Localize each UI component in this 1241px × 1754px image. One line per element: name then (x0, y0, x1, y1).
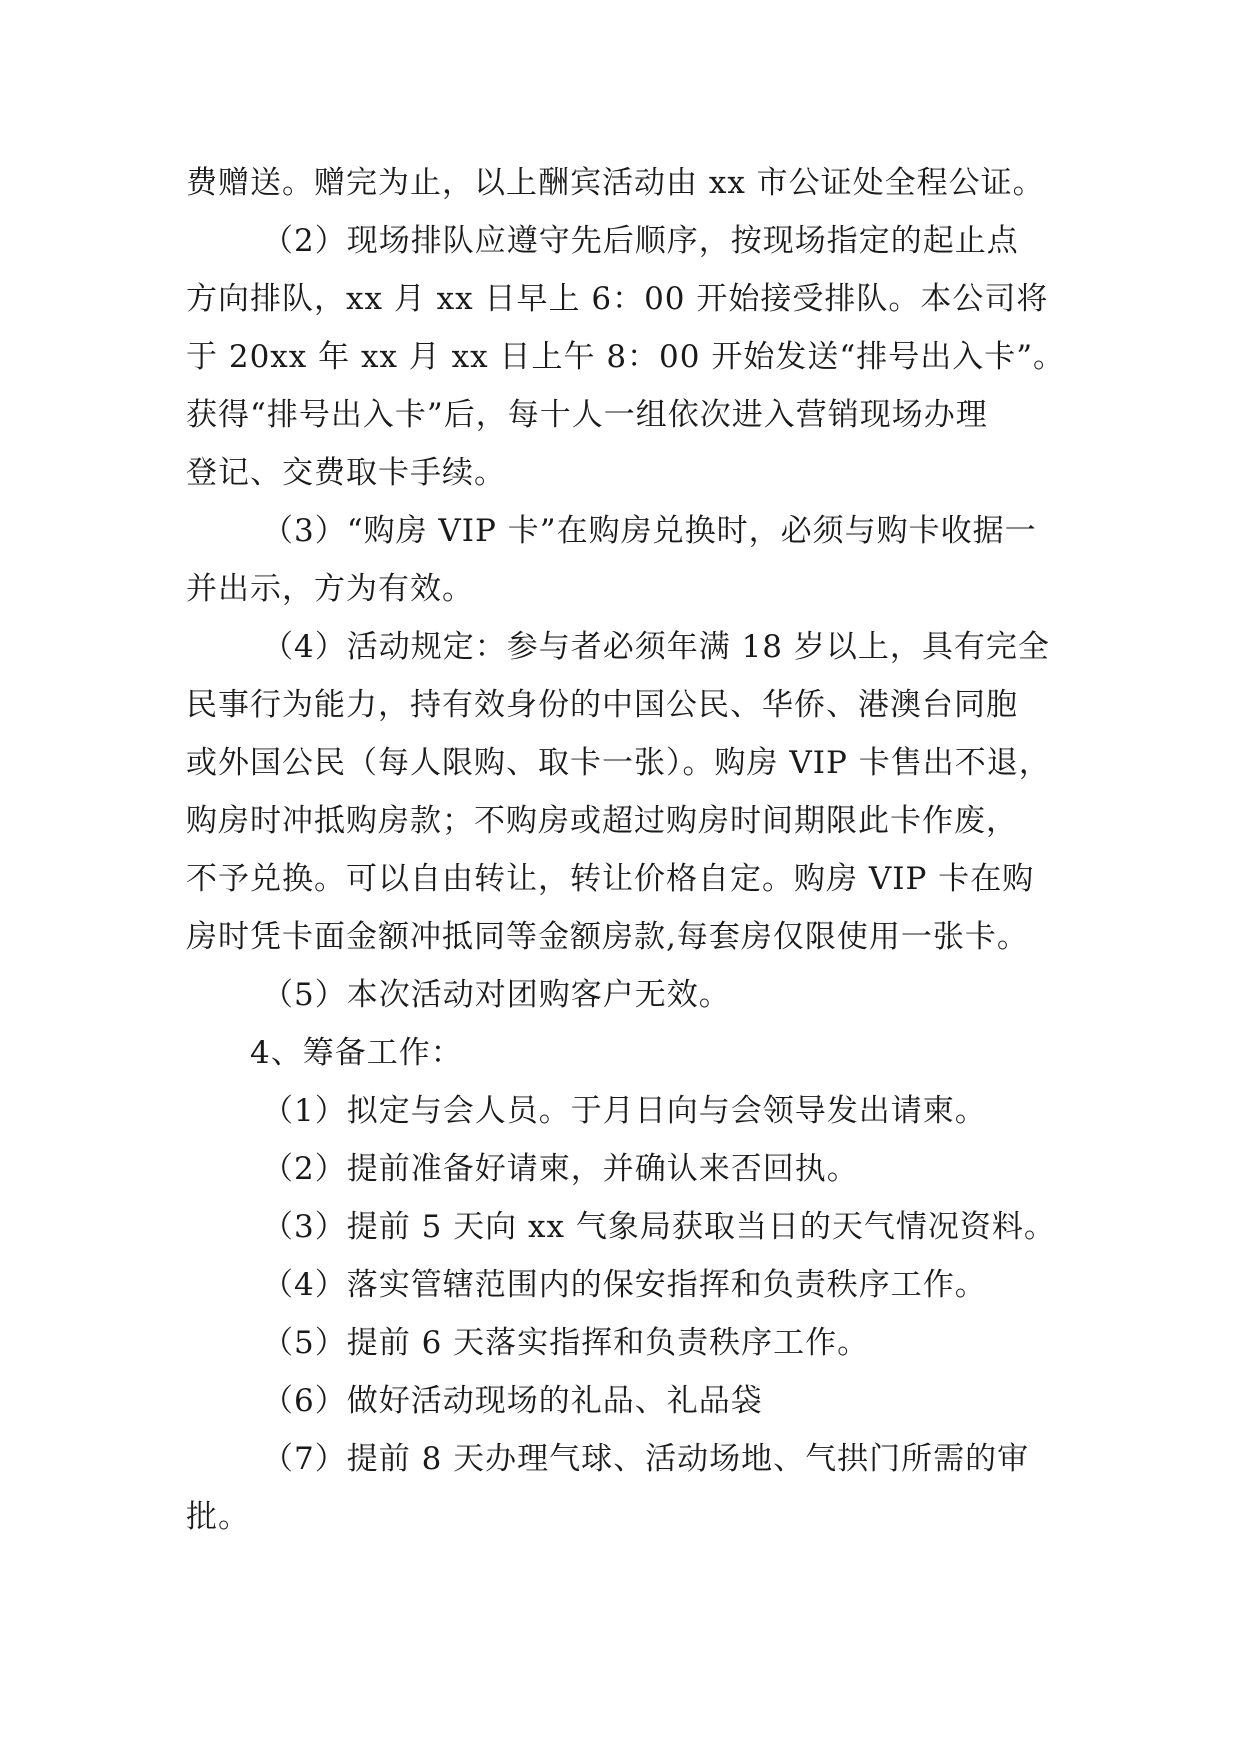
text-line: 于 20xx 年 xx 月 xx 日上午 8：00 开始发送“排号出入卡”。 (186, 339, 1066, 375)
text-line: 方向排队，xx 月 xx 日早上 6：00 开始接受排队。本公司将 (186, 281, 1049, 317)
text-line: 或外国公民（每人限购、取卡一张）。购房 VIP 卡售出不退， (186, 745, 1051, 781)
text-line: （4）活动规定：参与者必须年满 18 岁以上，具有完全 (262, 629, 1050, 665)
text-line: 房时凭卡面金额冲抵同等金额房款,每套房仅限使用一张卡。 (186, 919, 1029, 955)
list-item: （3）提前 5 天向 xx 气象局获取当日的天气情况资料。 (262, 1209, 1056, 1245)
text-line: 购房时冲抵购房款；不购房或超过购房时间期限此卡作废， (186, 803, 1018, 839)
list-item: （6）做好活动现场的礼品、礼品袋 (262, 1383, 763, 1419)
text-line: 民事行为能力，持有效身份的中国公民、华侨、港澳台同胞 (186, 687, 1018, 723)
list-item: （4）落实管辖范围内的保安指挥和负责秩序工作。 (262, 1267, 987, 1303)
list-item: （1）拟定与会人员。于月日向与会领导发出请柬。 (262, 1093, 987, 1129)
section-heading: 4、筹备工作： (250, 1035, 463, 1071)
text-line: 费赠送。赠完为止，以上酬宾活动由 xx 市公证处全程公证。 (186, 165, 1045, 201)
text-line: 不予兑换。可以自由转让，转让价格自定。购房 VIP 卡在购 (186, 861, 1035, 897)
text-line: （3）“购房 VIP 卡”在购房兑换时，必须与购卡收据一 (262, 513, 1037, 549)
text-line: 批。 (186, 1499, 250, 1535)
text-line: 登记、交费取卡手续。 (186, 455, 506, 491)
text-line: （2）现场排队应遵守先后顺序，按现场指定的起止点 (262, 223, 1019, 259)
list-item: （7）提前 8 天办理气球、活动场地、气拱门所需的审 (262, 1441, 1030, 1477)
text-line: （5）本次活动对团购客户无效。 (262, 977, 731, 1013)
list-item: （5）提前 6 天落实指挥和负责秩序工作。 (262, 1325, 870, 1361)
list-item: （2）提前准备好请柬，并确认来否回执。 (262, 1151, 859, 1187)
text-line: 获得“排号出入卡”后，每十人一组依次进入营销现场办理 (186, 397, 988, 433)
text-line: 并出示，方为有效。 (186, 571, 474, 607)
